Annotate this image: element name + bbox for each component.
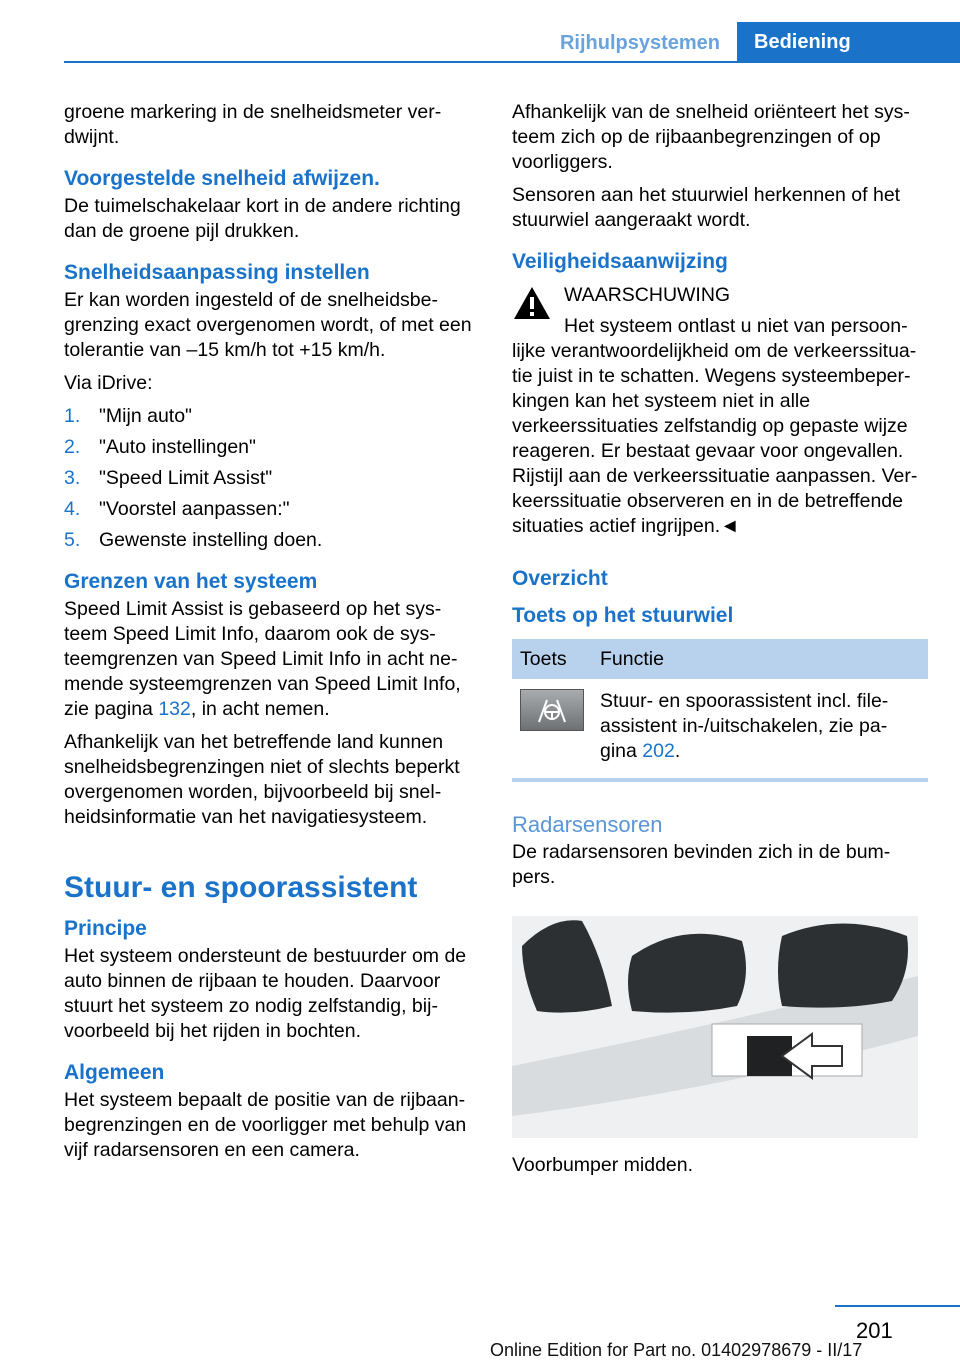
steps-list bbox=[64, 404, 482, 553]
paragraph bbox=[64, 597, 482, 722]
text: Stuur- en spoorassistent incl. file-assistent in-/uitschakelen, zie pa-gina bbox=[600, 690, 889, 762]
text: Speed Limit Assist is gebaseerd op het sys-teem Speed Limit Info, daarom ook de sys-teemgrenzen van Speed Limit Info in acht ne-mende systeemgrenzen van Speed Limit Info, zie pagina bbox=[64, 598, 461, 720]
button-table bbox=[512, 639, 928, 782]
list-item bbox=[64, 404, 482, 429]
step-number: 3. bbox=[64, 467, 81, 489]
heading-system-limits: Grenzen van het systeem bbox=[64, 570, 318, 593]
right-column bbox=[512, 100, 930, 1186]
step-text: "Auto instellingen" bbox=[99, 436, 256, 458]
page-number: 201 bbox=[856, 1318, 893, 1343]
header-line bbox=[64, 61, 960, 63]
warning-block bbox=[512, 283, 930, 539]
header-tab: Bediening bbox=[737, 22, 960, 62]
warning-label: WAARSCHUWING bbox=[564, 284, 731, 306]
paragraph: Via iDrive: bbox=[64, 372, 153, 394]
paragraph: De tuimelschakelaar kort in de andere richting dan de groene pijl drukken. bbox=[64, 195, 461, 242]
list-item bbox=[64, 435, 482, 460]
left-column bbox=[64, 100, 482, 1171]
paragraph: De radarsensoren bevinden zich in de bum-pers. bbox=[512, 841, 891, 888]
warning-triangle-icon bbox=[512, 285, 552, 321]
heading-safety: Veiligheidsaanwijzing bbox=[512, 250, 728, 273]
paragraph: Er kan worden ingesteld of de snelheidsbe-grenzing exact overgenomen wordt, of met een tolerantie van –15 km/h tot +15 km/h. bbox=[64, 289, 472, 361]
step-text: "Voorstel aanpassen:" bbox=[99, 498, 290, 520]
paragraph: Afhankelijk van de snelheid oriënteert het sys-teem zich op de rijbaanbegrenzingen of op voorliggers. bbox=[512, 101, 910, 173]
table-row bbox=[512, 679, 928, 780]
step-number: 2. bbox=[64, 436, 81, 458]
bumper-image bbox=[512, 916, 918, 1138]
list-item bbox=[64, 528, 482, 553]
list-item bbox=[64, 466, 482, 491]
heading-overview: Overzicht bbox=[512, 567, 608, 590]
step-number: 5. bbox=[64, 529, 81, 551]
page-number-rule bbox=[835, 1305, 960, 1307]
paragraph: Afhankelijk van het betreffende land kunnen snelheidsbegrenzingen niet of slechts beperkt overgenomen worden, bijvoorbeeld bij snel-heidsinformatie van het navigatiesysteem. bbox=[64, 731, 460, 828]
step-text: "Mijn auto" bbox=[99, 405, 192, 427]
table-cell-function bbox=[592, 679, 928, 780]
paragraph: Het systeem ondersteunt de bestuurder om de auto binnen de rijbaan te houden. Daarvoor stuurt het systeem zo nodig zelfstandig, bij-voorbeeld bij het rijden in bochten. bbox=[64, 945, 467, 1042]
step-number: 4. bbox=[64, 498, 81, 520]
step-number: 1. bbox=[64, 405, 81, 427]
lane-assist-button[interactable] bbox=[520, 689, 584, 731]
heading-reject-speed: Voorgestelde snelheid afwijzen. bbox=[64, 167, 380, 190]
heading-principle: Principe bbox=[64, 917, 147, 940]
table-header-button: Toets bbox=[512, 639, 592, 679]
page-link[interactable]: 202 bbox=[642, 740, 675, 762]
table-header-function: Functie bbox=[592, 639, 928, 679]
step-text: Gewenste instelling doen. bbox=[99, 529, 323, 551]
paragraph: Het systeem bepaalt de positie van de rijbaan-begrenzingen en de voorligger met behulp van vijf radarsensoren en een camera. bbox=[64, 1089, 467, 1161]
paragraph: Sensoren aan het stuurwiel herkennen of het stuurwiel aangeraakt wordt. bbox=[512, 184, 901, 231]
list-item bbox=[64, 497, 482, 522]
page-link[interactable]: 132 bbox=[158, 698, 191, 720]
text: . bbox=[674, 740, 681, 762]
header-section: Rijhulpsystemen bbox=[559, 32, 720, 54]
paragraph: groene markering in de snelheidsmeter ver-dwijnt. bbox=[64, 101, 442, 148]
lane-assist-icon bbox=[533, 696, 571, 724]
warning-text: Het systeem ontlast u niet van persoon-lijke verantwoordelijkheid om de verkeerssitua-tie juist in te schatten. Wegens systeembeper-kingen kan het systeem niet in alle verkeerssituaties zelfstandig op gepaste wijze reageren. Er bestaat gevaar voor ongevallen. Rijstijl aan de verkeerssituatie aanpassen. Ver-keerssituatie observeren en in de betreffende situaties actief ingrijpen.◄ bbox=[512, 315, 918, 537]
heading-general: Algemeen bbox=[64, 1061, 165, 1084]
footer-edition: Online Edition for Part no. 01402978679 - II/17 bbox=[490, 1340, 863, 1360]
step-text: "Speed Limit Assist" bbox=[99, 467, 273, 489]
heading-steering-button: Toets op het stuurwiel bbox=[512, 604, 734, 627]
heading-radar: Radarsensoren bbox=[512, 812, 663, 837]
image-caption: Voorbumper midden. bbox=[512, 1154, 694, 1176]
heading-main: Stuur- en spoorassistent bbox=[64, 871, 418, 904]
heading-speed-adjust: Snelheidsaanpassing instellen bbox=[64, 261, 370, 284]
text: , in acht nemen. bbox=[190, 698, 330, 720]
